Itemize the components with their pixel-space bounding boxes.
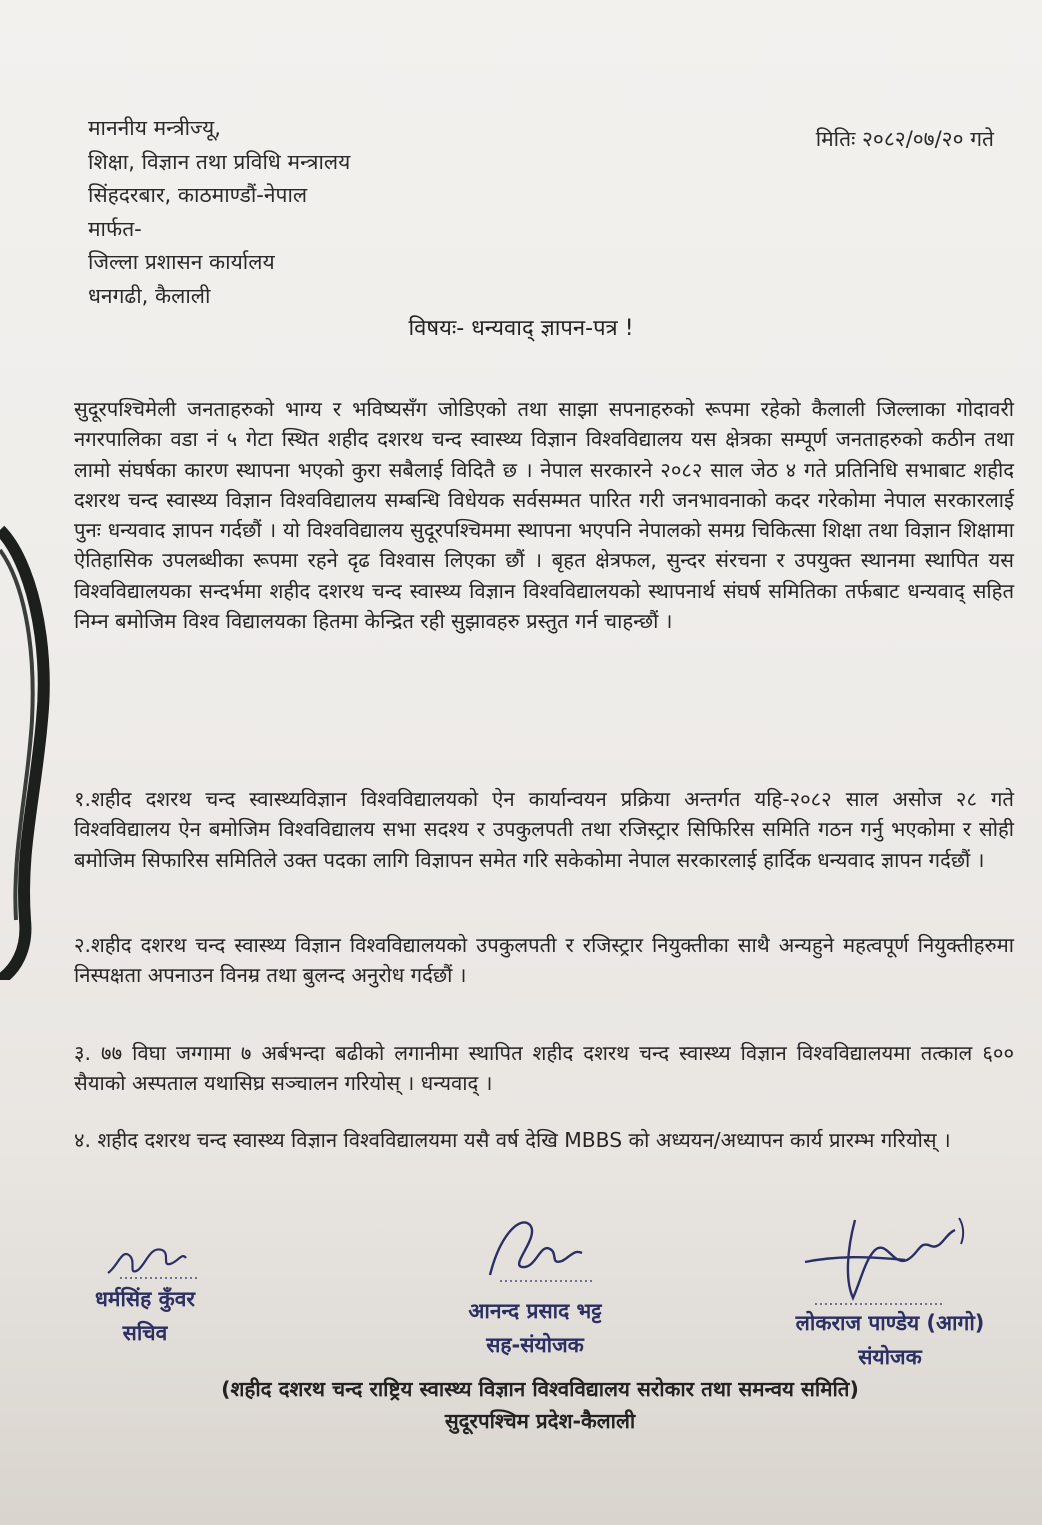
binding-string [0,520,60,980]
committee-name: (शहीद दशरथ चन्द राष्ट्रिय स्वास्थ्य विज्ञान विश्वविद्यालय सरोकार तथा समन्वय समिति) [221,1377,859,1401]
signatory-name: लोकराज पाण्डेय (आगो) [795,1311,985,1335]
signature-coordinator [795,1210,975,1310]
recipient-line: मार्फत- [88,216,142,241]
point-4-paragraph: ४. शहीद दशरथ चन्द स्वास्थ्य विज्ञान विश्वविद्यालयमा यसै वर्ष देखि MBBS को अध्ययन/अध्यापन कार्य प्रारम्भ गरियोस् । [74,1128,951,1152]
committee-location: सुदूरपश्चिम प्रदेश-कैलाली [444,1409,636,1433]
point-1-paragraph: १.शहीद दशरथ चन्द स्वास्थ्यविज्ञान विश्वविद्यालयको ऐन कार्यान्वयन प्रक्रिया अन्तर्गत यहि-२०८२ साल असोज २८ गते विश्वविद्यालय ऐन बमोजिम विश्वविद्यालय सभा सदश्य र उपकुलपती तथा रजिस्ट्रार सिफिरिस समिति गठन गर्नु भएकोमा र सोही बमोजिम सिफारिस समितिले उक्त पदका लागि विज्ञापन समेत गरि सकेकोमा नेपाल सरकारलाई हार्दिक धन्यवाद ज्ञापन गर्दछौं । [74,787,1014,872]
signatory-name: धर्मसिंह कुँवर [95,1287,195,1311]
signatory-role: सह-संयोजक [486,1333,584,1357]
recipient-line: सिंहदरबार, काठमाण्डौं-नेपाल [88,183,308,207]
point-2-paragraph: २.शहीद दशरथ चन्द स्वास्थ्य विज्ञान विश्वविद्यालयको उपकुलपती र रजिस्ट्रार नियुक्तीका साथै अन्यहुने महत्वपूर्ण नियुक्तीहरुमा निस्पक्षता अपनाउन विनम्र तथा बुलन्द अनुरोध गर्दछौं । [74,933,1014,988]
signatory-co-coordinator [420,1294,650,1362]
recipient-address [88,112,350,313]
signatory-coordinator [750,1306,1030,1374]
signature-secretary [100,1228,210,1288]
recipient-line: शिक्षा, विज्ञान तथा प्रविधि मन्त्रालय [88,149,351,174]
letter-date: मितिः २०८२/०७/२० गते [815,127,994,151]
signatory-secretary [70,1282,220,1350]
recipient-line: जिल्ला प्रशासन कार्यालय [88,250,275,274]
point-3-paragraph: ३. ७७ विघा जग्गामा ७ अर्बभन्दा बढीको लगानीमा स्थापित शहीद दशरथ चन्द स्वास्थ्य विज्ञान विश्वविद्यालयमा तत्काल ६०० सैयाको अस्पताल यथासिघ्र सञ्चालन गरियोस् । धन्यवाद् । [74,1041,1014,1096]
intro-paragraph: सुदूरपश्चिमेली जनताहरुको भाग्य र भविष्यसँग जोडिएको तथा साझा सपनाहरुको रूपमा रहेको कैलाली जिल्लाका गोदावरी नगरपालिका वडा नं ५ गेटा स्थित शहीद दशरथ चन्द स्वास्थ्य विज्ञान विश्वविद्यालय यस क्षेत्रका सम्पूर्ण जनताहरुको कठीन तथा लामो संघर्षका कारण स्थापना भएको कुरा सबैलाई विदितै छ । नेपाल सरकारने २०८२ साल जेठ ४ गते प्रतिनिधि सभाबाट शहीद दशरथ चन्द स्वास्थ्य विज्ञान विश्वविद्यालय सम्बन्धि विधेयक सर्वसम्मत पारित गरी जनभावनाको कदर गरेकोमा नेपाल सरकारलाई पुनः धन्यवाद ज्ञापन गर्दछौं । यो विश्वविद्यालय सुदूरपश्चिममा स्थापना भएपनि नेपालको समग्र चिकित्सा शिक्षा तथा विज्ञान शिक्षामा ऐतिहासिक उपलब्धीका रूपमा रहने दृढ विश्वास लिएका छौं । बृहत क्षेत्रफल, सुन्दर संरचना र उपयुक्त स्थानमा स्थापित यस विश्वविद्यालयका सन्दर्भमा शहीद दशरथ चन्द स्वास्थ्य विज्ञान विश्वविद्यालयको स्थापनार्थ संघर्ष समितिका तर्फबाट धन्यवाद् सहित निम्न बमोजिम विश्व विद्यालयका हितमा केन्द्रित रही सुझावहरु प्रस्तुत गर्न चाहन्छौं । [74,397,1014,634]
recipient-line: धनगढी, कैलाली [88,283,211,308]
recipient-line: माननीय मन्त्रीज्यू, [88,116,221,140]
signatory-role: सचिव [122,1321,168,1345]
letter-subject: विषयः- धन्यवाद् ज्ञापन-पत्र ! [408,316,634,341]
signatory-name: आनन्द प्रसाद भट्ट [468,1299,602,1323]
signature-co-coordinator [470,1205,600,1290]
signatory-role: संयोजक [858,1345,922,1369]
